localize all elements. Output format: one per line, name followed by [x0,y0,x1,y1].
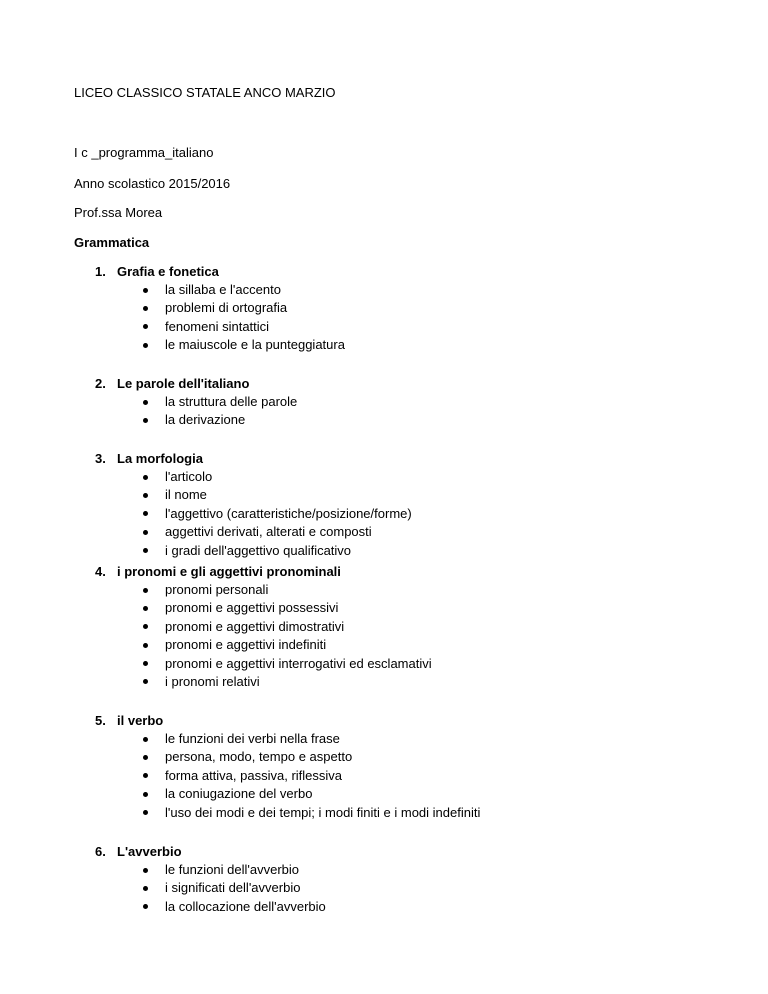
section-number: 6. [95,844,106,859]
school-name: LICEO CLASSICO STATALE ANCO MARZIO [74,85,336,100]
bullet-icon [143,643,148,648]
bullet-icon [143,792,148,797]
section-name: Le parole dell'italiano [117,376,250,391]
section-name: La morfologia [117,451,203,466]
list-item: l'articolo [140,468,412,486]
list-item: pronomi e aggettivi dimostrativi [140,618,432,636]
list-item: pronomi personali [140,581,432,599]
list-item: i pronomi relativi [140,673,432,691]
bullet-icon [143,737,148,742]
bullet-icon [143,418,148,423]
section-name: Grafia e fonetica [117,264,219,279]
bullet-icon [143,306,148,311]
bullet-icon [143,661,148,666]
section-number: 5. [95,713,106,728]
section-number: 2. [95,376,106,391]
list-item: l'aggettivo (caratteristiche/posizione/forme) [140,505,412,523]
bullet-icon [143,868,148,873]
section-number: 3. [95,451,106,466]
list-item: la struttura delle parole [140,393,297,411]
bullet-icon [143,343,148,348]
bullet-icon [143,548,148,553]
list-item: forma attiva, passiva, riflessiva [140,767,480,785]
bullet-icon [143,886,148,891]
list-item: problemi di ortografia [140,299,345,317]
teacher-name: Prof.ssa Morea [74,205,163,220]
section-title [95,450,203,468]
subject-heading: Grammatica [74,235,150,250]
section-number: 4. [95,564,106,579]
section-title [95,843,182,861]
section-name: il verbo [117,713,164,728]
list-item: la sillaba e l'accento [140,281,345,299]
section-items [140,581,432,691]
section-title [95,375,249,393]
bullet-icon [143,773,148,778]
bullet-icon [143,530,148,535]
list-item: aggettivi derivati, alterati e composti [140,523,412,541]
bullet-icon [143,624,148,629]
section-title [95,563,341,581]
bullet-icon [143,400,148,405]
list-item: pronomi e aggettivi indefiniti [140,636,432,654]
bullet-icon [143,493,148,498]
list-item: il nome [140,486,412,504]
bullet-icon [143,755,148,760]
list-item: le funzioni dell'avverbio [140,861,326,879]
list-item: l'uso dei modi e dei tempi; i modi finiti e i modi indefiniti [140,804,480,822]
list-item: pronomi e aggettivi interrogativi ed esclamativi [140,655,432,673]
section-items [140,393,297,430]
list-item: la derivazione [140,411,297,429]
list-item: i significati dell'avverbio [140,879,326,897]
bullet-icon [143,904,148,909]
section-name: L'avverbio [117,844,182,859]
section-items [140,861,326,916]
list-item: la collocazione dell'avverbio [140,898,326,916]
bullet-icon [143,288,148,293]
bullet-icon [143,511,148,516]
list-item: le funzioni dei verbi nella frase [140,730,480,748]
section-items [140,468,412,560]
section-number: 1. [95,264,106,279]
section-name: i pronomi e gli aggettivi pronominali [117,564,341,579]
list-item: fenomeni sintattici [140,318,345,336]
list-item: persona, modo, tempo e aspetto [140,748,480,766]
list-item: la coniugazione del verbo [140,785,480,803]
list-item: pronomi e aggettivi possessivi [140,599,432,617]
document-title: I c _programma_italiano [74,145,214,160]
list-item: le maiuscole e la punteggiatura [140,336,345,354]
list-item: i gradi dell'aggettivo qualificativo [140,542,412,560]
section-items [140,730,480,822]
bullet-icon [143,810,148,815]
bullet-icon [143,475,148,480]
school-year: Anno scolastico 2015/2016 [74,176,231,191]
section-items [140,281,345,355]
section-title [95,263,219,281]
bullet-icon [143,324,148,329]
bullet-icon [143,588,148,593]
bullet-icon [143,606,148,611]
bullet-icon [143,679,148,684]
section-title [95,712,163,730]
